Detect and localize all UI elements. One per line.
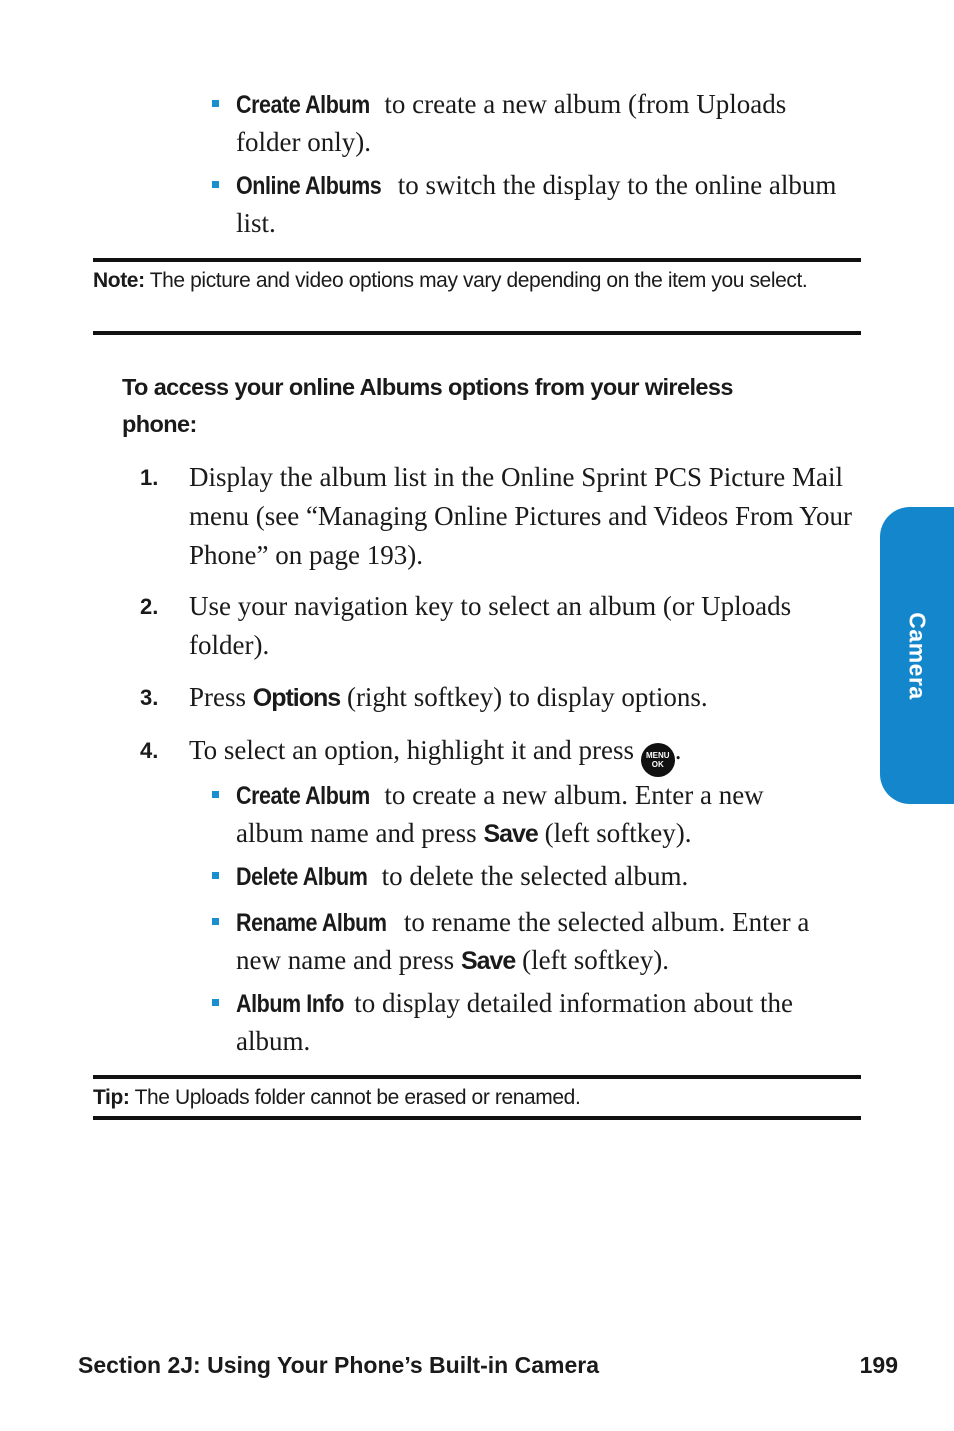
procedure-heading: To access your online Albums options from your wireless phone: bbox=[122, 374, 733, 437]
bullet-text: to delete the selected album. bbox=[374, 861, 689, 891]
bullet-square-icon bbox=[212, 791, 219, 798]
bullet-text: to display detailed information about the album. bbox=[236, 988, 793, 1056]
section-side-tab bbox=[880, 507, 954, 804]
bullet-square-icon bbox=[212, 872, 219, 879]
bullet-keyword-save: Save bbox=[460, 946, 516, 975]
bullet-create-album bbox=[212, 777, 837, 852]
step-text: Use your navigation key to select an album (or Uploads folder). bbox=[189, 591, 792, 660]
note-box bbox=[93, 264, 861, 297]
bullet-rename-album bbox=[212, 904, 837, 979]
bullet-create-album-uploads bbox=[212, 86, 837, 160]
step-text: Press bbox=[189, 682, 253, 712]
bullet-square-icon bbox=[212, 918, 219, 925]
footer-section-title: Section 2J: Using Your Phone’s Built-in Camera bbox=[78, 1352, 600, 1378]
bullet-square-icon bbox=[212, 100, 219, 107]
note-top-rule bbox=[93, 258, 861, 262]
bullet-online-albums bbox=[212, 167, 837, 241]
tip-label: Tip: bbox=[93, 1086, 130, 1109]
step-number: 1. bbox=[140, 465, 159, 490]
bullet-keyword-save: Save bbox=[483, 819, 538, 848]
bullet-text: to create a new album (from Uploads folder only). bbox=[236, 89, 787, 157]
tip-top-rule bbox=[93, 1075, 861, 1079]
bullet-square-icon bbox=[212, 999, 219, 1006]
menu-ok-key-icon: MENU OK bbox=[641, 743, 675, 777]
step-keyword: Options bbox=[252, 684, 341, 712]
step-1 bbox=[140, 458, 860, 575]
page-footer bbox=[78, 1347, 898, 1383]
bullet-text: to rename the selected album. Enter a new name and press bbox=[236, 907, 810, 975]
step-text: To select an option, highlight it and press bbox=[189, 735, 641, 765]
bullet-keyword: Create Album bbox=[236, 91, 370, 119]
step-number: 2. bbox=[140, 594, 159, 619]
step-number: 4. bbox=[140, 738, 159, 763]
bullet-album-info bbox=[212, 985, 837, 1059]
bullet-text: to create a new album. Enter a new album name and press bbox=[236, 780, 764, 848]
bullet-keyword: Online Albums bbox=[236, 172, 382, 200]
note-label: Note: bbox=[93, 269, 145, 292]
bullet-delete-album bbox=[212, 858, 837, 896]
bullet-keyword: Create Album bbox=[236, 782, 370, 810]
page-number: 199 bbox=[859, 1352, 898, 1378]
step-text: Display the album list in the Online Sprint PCS Picture Mail menu (see “Managing Online Pictures and Videos From Your Phone” on page 193). bbox=[189, 462, 853, 570]
step-4 bbox=[140, 731, 860, 777]
bullet-keyword: Delete Album bbox=[236, 863, 368, 891]
tip-text: The Uploads folder cannot be erased or renamed. bbox=[129, 1086, 581, 1109]
note-text: The picture and video options may vary depending on the item you select. bbox=[144, 269, 808, 292]
step-3 bbox=[140, 678, 860, 718]
tip-box bbox=[93, 1081, 861, 1114]
step-text-after: (right softkey) to display options. bbox=[340, 682, 708, 712]
side-tab-label: Camera bbox=[904, 611, 931, 700]
step-text-after: . bbox=[674, 735, 682, 765]
bullet-keyword: Rename Album bbox=[236, 909, 387, 937]
bullet-square-icon bbox=[212, 181, 219, 188]
step-number: 3. bbox=[140, 685, 159, 710]
note-bottom-rule bbox=[93, 331, 861, 335]
bullet-text-after: (left softkey). bbox=[537, 817, 692, 848]
bullet-text-after: (left softkey). bbox=[515, 944, 670, 975]
bullet-keyword: Album Info bbox=[236, 990, 344, 1018]
bullet-text: to switch the display to the online album list. bbox=[236, 170, 837, 238]
step-2 bbox=[140, 587, 860, 665]
tip-bottom-rule bbox=[93, 1116, 861, 1120]
